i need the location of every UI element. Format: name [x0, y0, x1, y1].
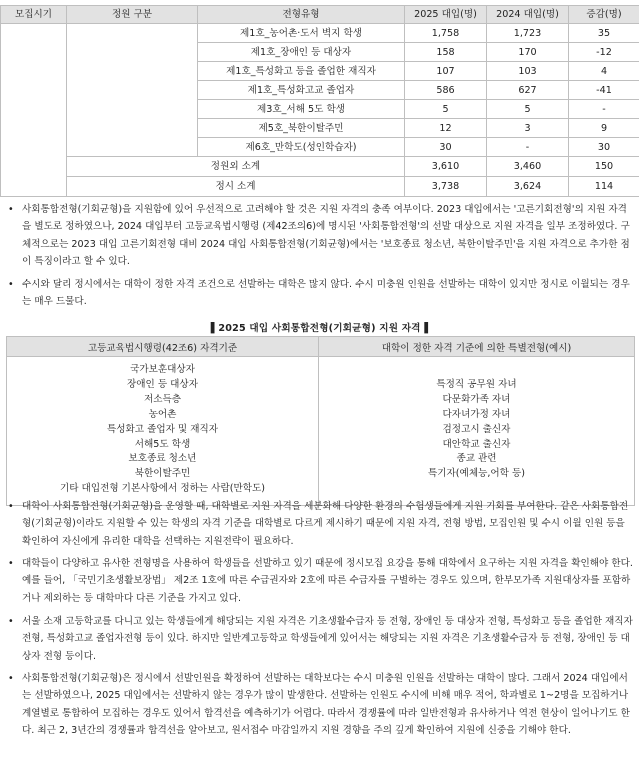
- bullet-icon: •: [8, 501, 14, 512]
- total-2025: 3,738: [405, 177, 487, 197]
- bullet-text: 사회통합전형(기회균형)을 지원함에 있어 우선적으로 고려해야 할 것은 지원 자격의 충족 여부이다. 2023 대입에서는 '고른기회전형'의 지원 자격을 별도로 정하였으나, 2024 대입부터 고등교육법시행령 (제42조의6)에 명시된 '사회통합전형'의 선발 대상으로 지원 자격을 일부 조정하였다. 구체적으로는 2023 대입 고른기회전형 대비 2024 대입 사회통합전형(기회균형)에서는 '보호종료 청소년, 북한이탈주민'을 지원 자격으로 추가한 점이 특징이라고 할 수 있다.: [22, 204, 630, 267]
- type-cell: 제3호_서해 5도 학생: [198, 100, 405, 119]
- value-2025: 107: [405, 62, 487, 81]
- bullet-paragraph: [0, 670, 639, 739]
- bullet-icon: •: [8, 673, 14, 684]
- type-cell: 제6호_만학도(성인학습자): [198, 138, 405, 157]
- total-change: 114: [569, 177, 639, 197]
- subtotal-label: 정원외 소계: [67, 157, 405, 177]
- value-change: -: [569, 100, 639, 119]
- value-2024: 627: [487, 81, 569, 100]
- list-item: 국가보훈대상자: [130, 364, 195, 375]
- admission-quota-table: [0, 5, 639, 197]
- value-2025: 30: [405, 138, 487, 157]
- subtotal-2025: 3,610: [405, 157, 487, 177]
- bullet-icon: •: [8, 204, 14, 215]
- value-change: -41: [569, 81, 639, 100]
- value-2025: 12: [405, 119, 487, 138]
- type-cell: 제1호_특성화고교 졸업자: [198, 81, 405, 100]
- list-item: 다문화가족 자녀: [442, 393, 511, 405]
- value-2025: 5: [405, 100, 487, 119]
- list-item: 종교 관련: [456, 453, 497, 465]
- header-legal-criteria: 고등교육법시행령(42조6) 자격기준: [7, 337, 319, 357]
- header-change: 증감(명): [569, 6, 639, 24]
- legal-criteria-list: [7, 357, 319, 506]
- bullet-paragraph: [0, 498, 639, 550]
- list-item: 장애인 등 대상자: [127, 378, 198, 390]
- value-2024: 170: [487, 43, 569, 62]
- value-change: 35: [569, 24, 639, 43]
- header-2025: 2025 대입(명): [405, 6, 487, 24]
- value-2024: 103: [487, 62, 569, 81]
- value-2024: 3: [487, 119, 569, 138]
- value-2024: -: [487, 138, 569, 157]
- value-2025: 1,758: [405, 24, 487, 43]
- header-admission-type: 전형유형: [198, 6, 405, 24]
- bullet-icon: •: [8, 279, 14, 290]
- value-change: 30: [569, 138, 639, 157]
- list-item: 대안학교 출신자: [442, 438, 511, 450]
- quota-category-cell: [67, 24, 198, 157]
- list-item: 보호종료 청소년: [128, 453, 197, 465]
- eligibility-table: [6, 336, 635, 506]
- list-item: 특정직 공무원 자녀: [436, 378, 517, 390]
- value-2025: 158: [405, 43, 487, 62]
- subtotal-2024: 3,460: [487, 157, 569, 177]
- bullet-paragraph: [0, 201, 639, 270]
- bullet-icon: •: [8, 558, 14, 569]
- subtotal-row: [1, 157, 639, 177]
- eligibility-table-title: ▌2025 대입 사회통합전형(기회균형) 지원 자격▐: [210, 323, 429, 334]
- list-item: 저소득층: [143, 393, 182, 405]
- list-item: 서해5도 학생: [134, 438, 191, 450]
- bullet-text: 사회통합전형(기회균형)은 정시에서 선발인원을 확정하여 선발하는 대학보다는 수시 미충원 인원을 선발하는 대학이 많다. 그래서 2024 대입에서는 선발하였으나, 2025 대입에서는 선발하지 않는 경우가 많이 발생한다. 선발하는 인원도 수시에 비해 매우 적어, 학과별로 1~2명을 모집하거나 계열별로 통합하여 모집하는 경우도 있어서 합격선을 예측하기가 어렵다. 따라서 경쟁률에 따라 일반전형과 유사하거나 역전 현상이 일어나기도 한다. 최근 2, 3년간의 경쟁률과 합격선을 알아보고, 원서접수 마감일까지 지원 경향을 주의 깊게 확인하여 지원에 신중을 기해야 한다.: [22, 673, 630, 736]
- bullet-text: 수시와 달리 정시에서는 대학이 정한 자격 조건으로 선발하는 대학은 많지 않다. 수시 미충원 인원을 선발하는 대학이 있지만 정시로 이월되는 경우는 매우 드물다.: [22, 279, 630, 308]
- bullet-text: 서울 소재 고등학교를 다니고 있는 학생들에게 해당되는 지원 자격은 기초생활수급자 등 전형, 장애인 등 대상자 전형, 특성화고 등을 졸업한 재직자전형, 특성화고교 졸업자전형 등이 있다. 하지만 일반계고등학교 학생들에게 있어서는 해당되는 지원 자격은 기초생활수급자 등 전형, 장애인 등 대상자 전형 등이다.: [22, 616, 633, 662]
- header-university-criteria: 대학이 정한 자격 기준에 의한 특별전형(예시): [319, 337, 635, 357]
- value-change: 4: [569, 62, 639, 81]
- header-quota-category: 정원 구분: [67, 6, 198, 24]
- value-2025: 586: [405, 81, 487, 100]
- value-2024: 5: [487, 100, 569, 119]
- type-cell: 제1호_장애인 등 대상자: [198, 43, 405, 62]
- list-item: 북한이탈주민: [134, 468, 191, 480]
- university-criteria-list: [319, 357, 635, 506]
- type-cell: 제1호_농어촌·도서 벽지 학생: [198, 24, 405, 43]
- total-2024: 3,624: [487, 177, 569, 197]
- table-header-row: [1, 6, 639, 24]
- bullet-text: 대학이 사회통합전형(기회균형)을 운영할 때, 대학별로 지원 자격을 세분화해 다양한 환경의 수험생들에게 지원 기회를 부여한다. 같은 사회통합전형(기회균형)이라도 지원할 수 있는 학생의 자격 기준을 대학별로 다르게 제시하기 때문에 지원 자격, 전형 방법, 모집인원 및 수시 이월 인원 등을 확인하여 자신에게 유리한 대학을 선택하는 지원전략이 필요하다.: [22, 501, 629, 547]
- bullet-icon: •: [8, 616, 14, 627]
- recruit-period-cell: [1, 24, 67, 197]
- total-label: 정시 소계: [67, 177, 405, 197]
- total-row: [1, 177, 639, 197]
- list-item: 기타 대입전형 기본사항에서 정하는 사람(만학도): [59, 483, 266, 495]
- table-row: [1, 24, 639, 43]
- list-item: 다자녀가정 자녀: [442, 408, 511, 420]
- list-item: 농어촌: [148, 408, 177, 420]
- header-recruit-period: 모집시기: [1, 6, 67, 24]
- value-2024: 1,723: [487, 24, 569, 43]
- bullet-text: 대학들이 다양하고 유사한 전형명을 사용하여 학생들을 선발하고 있기 때문에 정시모집 요강을 통해 대학에서 요구하는 지원 자격을 확인해야 한다. 예를 들어, 「국민기초생활보장법」 제2조 1호에 따른 수급권자와 2호에 따른 수급자를 구별하는 경우도 있으며, 한부모가족 지원대상자를 포함하거나 제외하는 등 대학마다 다른 기준을 가지고 있다.: [22, 558, 633, 604]
- value-change: -12: [569, 43, 639, 62]
- list-item: 특성화고 졸업자 및 재직자: [106, 423, 219, 435]
- subtotal-change: 150: [569, 157, 639, 177]
- header-2024: 2024 대입(명): [487, 6, 569, 24]
- list-item: 특기자(예체능,어학 등): [428, 468, 525, 480]
- table-row: [7, 357, 635, 506]
- type-cell: 제1호_특성화고 등을 졸업한 재직자: [198, 62, 405, 81]
- value-change: 9: [569, 119, 639, 138]
- table-header-row: [7, 337, 635, 357]
- bullet-paragraph: [0, 555, 639, 607]
- bullet-paragraph: [0, 276, 639, 311]
- bullet-paragraph: [0, 613, 639, 665]
- list-item: 검정고시 출신자: [442, 423, 511, 435]
- type-cell: 제5호_북한이탈주민: [198, 119, 405, 138]
